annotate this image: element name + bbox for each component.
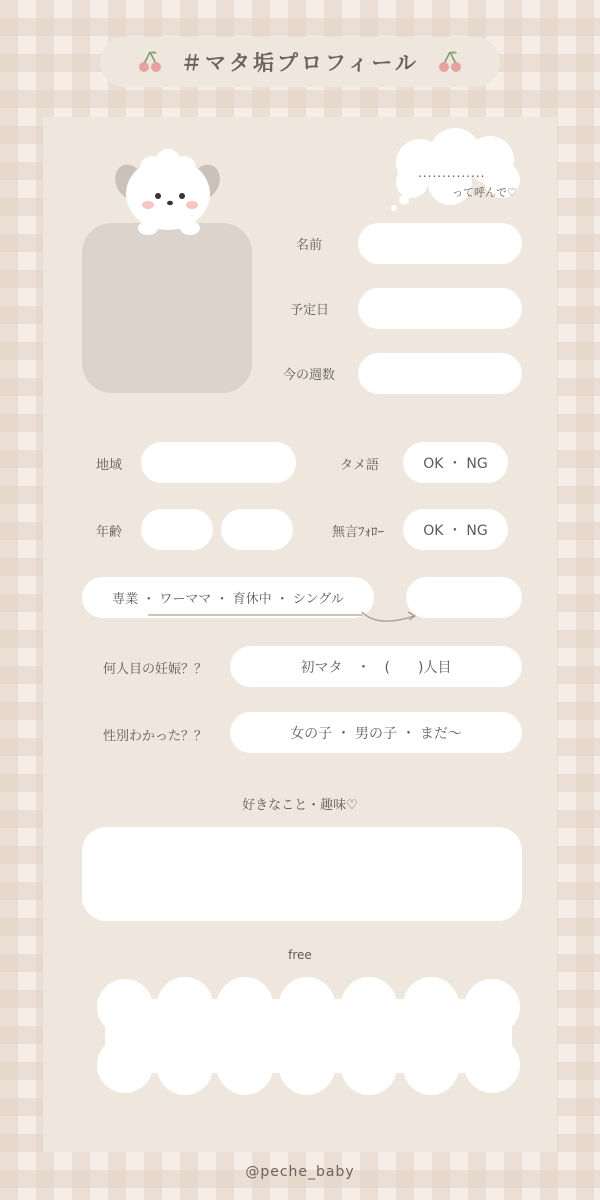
page-title: ＃マタ垢プロフィール (181, 51, 419, 75)
nickname-dots: .............. (418, 166, 486, 180)
silent-follow-field[interactable]: OK ・ NG (403, 509, 508, 550)
photo-frame[interactable] (82, 223, 252, 393)
name-field[interactable] (358, 223, 522, 264)
region-field[interactable] (141, 442, 296, 483)
pregnancy-field[interactable]: 初マタ ・ ( )人目 (230, 646, 522, 687)
pregnancy-label: 何人目の妊娠？？ (103, 662, 208, 677)
status-free-field[interactable] (406, 577, 522, 618)
title-banner (100, 37, 500, 87)
weeks-label: 今の週数 (283, 368, 336, 383)
puppy-illustration (110, 148, 225, 236)
tameg-field[interactable]: OK ・ NG (403, 442, 508, 483)
tameg-label: タメ語 (340, 458, 380, 473)
gender-field[interactable]: 女の子 ・ 男の子 ・ まだ〜 (230, 712, 522, 753)
age-label: 年齢 (96, 525, 123, 540)
free-cloud-field[interactable] (95, 977, 522, 1095)
age-field-2[interactable] (221, 509, 293, 550)
due-date-label: 予定日 (290, 303, 330, 318)
status-options-field[interactable]: 専業 ・ ワーママ ・ 育休中 ・ シングル (82, 577, 374, 618)
weeks-field[interactable] (358, 353, 522, 394)
due-date-field[interactable] (358, 288, 522, 329)
cherry-icon (137, 49, 163, 75)
underline-mark (148, 612, 363, 618)
hobbies-label: 好きなこと・趣味♡ (242, 798, 358, 813)
footer-handle: @peche_baby (245, 1164, 355, 1180)
age-field-1[interactable] (141, 509, 213, 550)
region-label: 地域 (96, 458, 123, 473)
silent-follow-label: 無言ﾌｫﾛｰ (332, 525, 385, 540)
nickname-suffix: って呼んで♡ (452, 186, 517, 199)
hobbies-field[interactable] (82, 827, 522, 921)
cherry-icon (437, 49, 463, 75)
free-label: free (288, 948, 312, 962)
gender-label: 性別わかった？？ (103, 729, 208, 744)
name-label: 名前 (296, 238, 323, 253)
